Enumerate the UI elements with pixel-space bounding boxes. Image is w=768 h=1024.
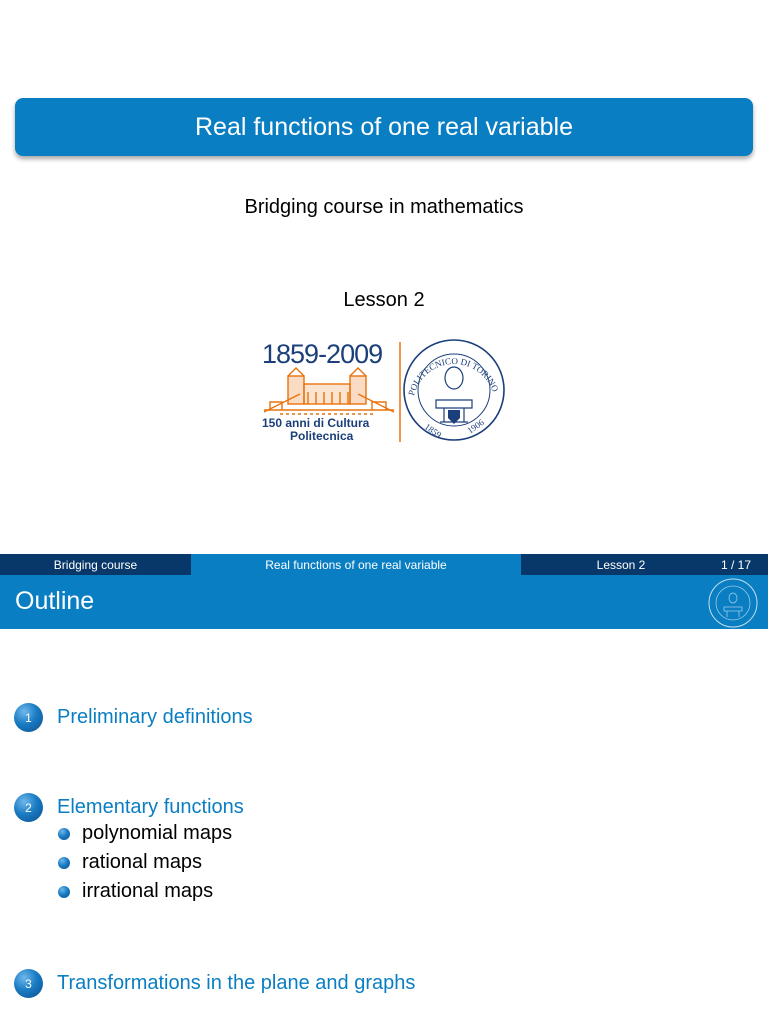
headline-course-text: Bridging course xyxy=(53,557,138,572)
subsection-item[interactable] xyxy=(58,880,213,903)
section-number-ball xyxy=(14,969,43,998)
subsection-item[interactable] xyxy=(58,822,232,845)
logo-years: 1859-2009 xyxy=(262,339,383,369)
section-number: 2 xyxy=(25,800,32,815)
headline-page-number: 1 / 17 xyxy=(721,557,752,572)
headline-lesson: Lesson 2 xyxy=(596,557,646,572)
headline-info xyxy=(521,554,768,575)
subsection-label: polynomial maps xyxy=(82,822,233,844)
slide-headline-bar xyxy=(0,554,768,575)
small-seal-icon xyxy=(707,577,759,629)
building-icon xyxy=(264,368,394,414)
seal-text: POLITECNICO DI TORINO xyxy=(406,355,501,397)
politecnico-seal-icon xyxy=(404,340,504,440)
subsection-label: rational maps xyxy=(82,851,203,873)
subsection-label: irrational maps xyxy=(82,880,214,902)
title-box xyxy=(15,98,753,156)
lesson-label: Lesson 2 xyxy=(343,289,425,311)
seal-year-right: 1906 xyxy=(465,417,486,436)
slide-subtitle: Bridging course in mathematics xyxy=(244,196,524,218)
headline-course xyxy=(0,554,191,575)
section-label: Preliminary definitions xyxy=(57,706,253,728)
outline-section-1[interactable] xyxy=(14,703,253,732)
ball-bullet-icon xyxy=(58,857,70,869)
seal-year-left: 1859 xyxy=(422,421,444,440)
headline-title-text: Real functions of one real variable xyxy=(265,557,447,572)
section-label: Elementary functions xyxy=(57,796,244,818)
ball-bullet-icon xyxy=(58,886,70,898)
anniversary-logo xyxy=(260,336,510,444)
frame-title-bar xyxy=(0,575,768,629)
frame-title: Outline xyxy=(15,587,95,615)
outline-section-2[interactable] xyxy=(14,793,244,822)
section-number-ball xyxy=(14,793,43,822)
subsection-item[interactable] xyxy=(58,851,202,874)
section-number: 1 xyxy=(25,710,32,725)
headline-title xyxy=(191,554,521,575)
section-label: Transformations in the plane and graphs xyxy=(57,972,416,994)
logo-line1: 150 anni di Cultura xyxy=(262,416,370,430)
logo-line2: Politecnica xyxy=(290,429,354,443)
section-number-ball xyxy=(14,703,43,732)
section-number: 3 xyxy=(25,976,32,991)
slide-title: Real functions of one real variable xyxy=(194,112,573,141)
outline-section-3[interactable] xyxy=(14,969,415,998)
ball-bullet-icon xyxy=(58,828,70,840)
